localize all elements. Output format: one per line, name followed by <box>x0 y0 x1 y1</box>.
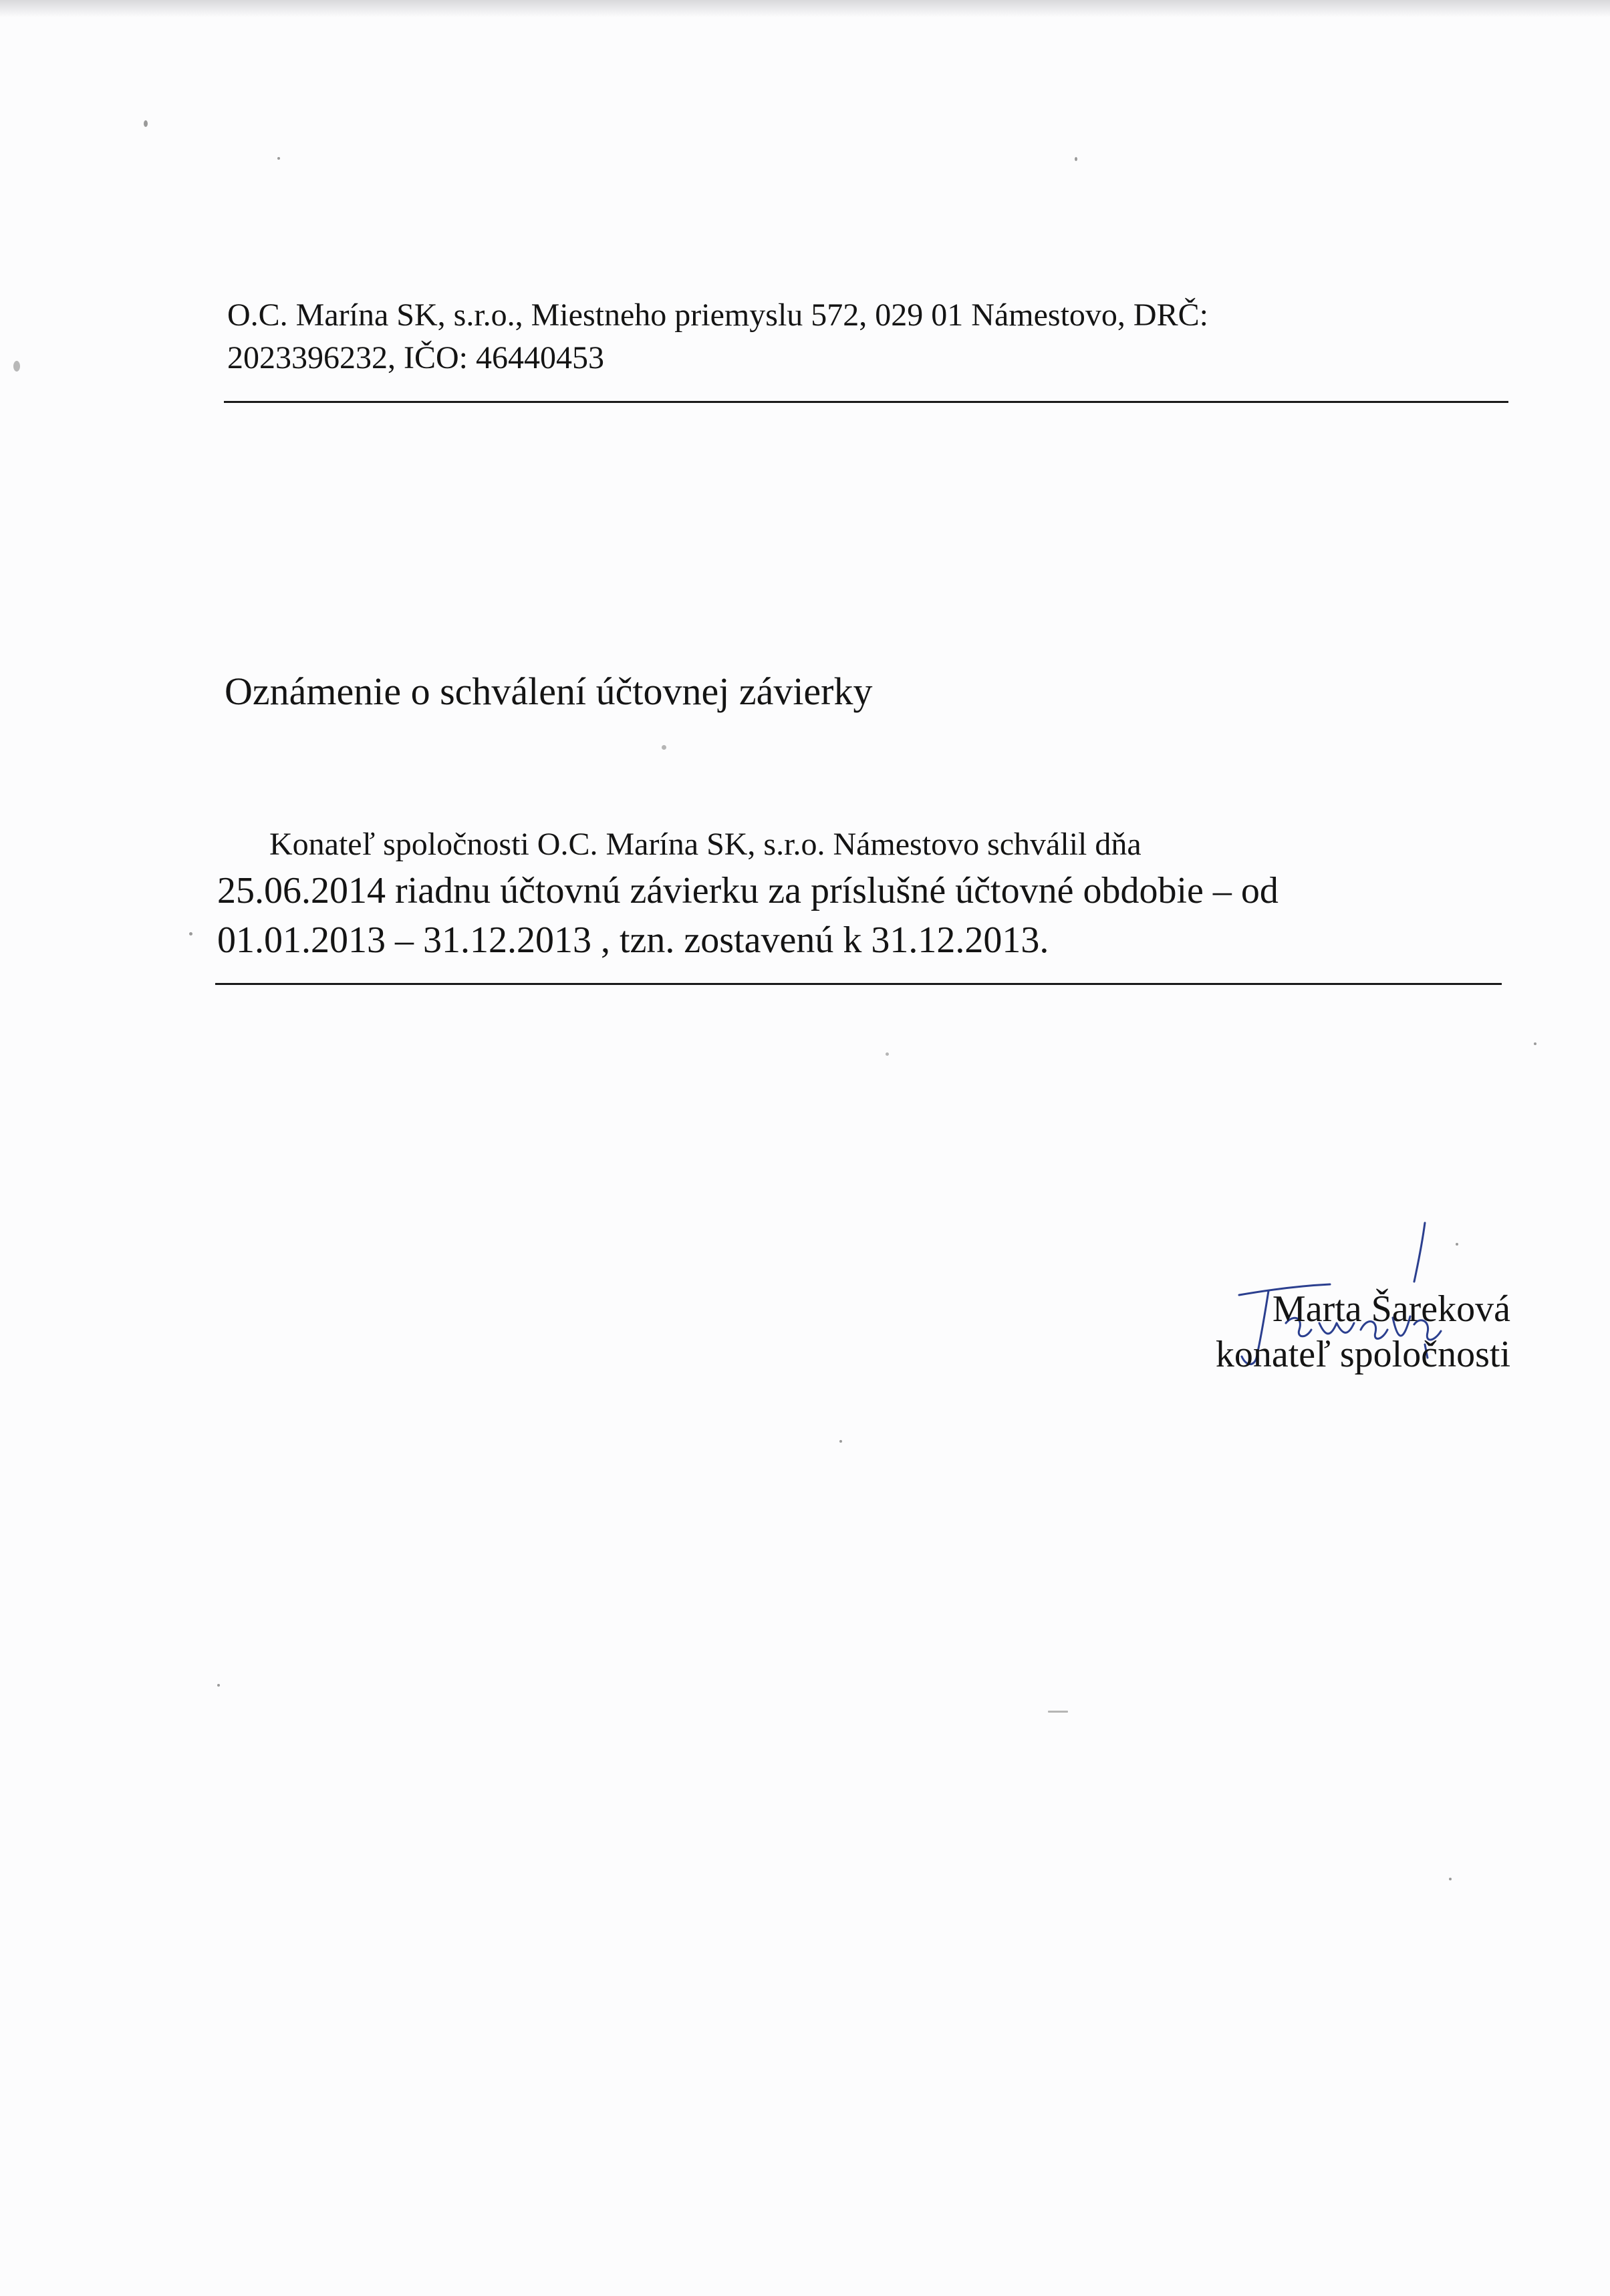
body-line-3: 01.01.2013 – 31.12.2013 , tzn. zostavenú k 31.12.2013. <box>217 919 1049 961</box>
company-header-line-1: O.C. Marína SK, s.r.o., Miestneho priemyslu 572, 029 01 Námestovo, DRČ: <box>227 297 1208 333</box>
signatory-role: konateľ spoločnosti <box>1215 1334 1510 1375</box>
body-line-1: Konateľ spoločnosti O.C. Marína SK, s.r.o. Námestovo schválil dňa <box>269 827 1142 862</box>
scan-speck <box>13 361 20 372</box>
document-title: Oznámenie o schválení účtovnej závierky <box>225 670 873 713</box>
scan-speck <box>217 1684 220 1687</box>
scan-speck <box>886 1052 889 1056</box>
scan-speck <box>1075 157 1077 161</box>
body-underline <box>215 983 1502 985</box>
company-header-line-2: 2023396232, IČO: 46440453 <box>227 340 604 376</box>
scan-speck <box>144 120 148 127</box>
scan-speck <box>662 745 666 750</box>
header-underline <box>224 401 1508 403</box>
body-line-2: 25.06.2014 riadnu účtovnú závierku za príslušné účtovné obdobie – od <box>217 870 1279 911</box>
scan-speck <box>277 157 280 160</box>
scan-speck <box>1048 1711 1068 1713</box>
signature-block <box>1083 1286 1510 1377</box>
scan-top-edge <box>0 0 1610 17</box>
scan-speck <box>189 932 192 936</box>
scan-speck <box>1534 1042 1536 1045</box>
scan-speck <box>1456 1243 1458 1246</box>
scan-speck <box>839 1440 842 1443</box>
body-paragraph <box>217 823 1507 965</box>
signatory-name: Marta Šareková <box>1272 1288 1510 1330</box>
company-header <box>227 294 1517 380</box>
scan-speck <box>1449 1878 1452 1880</box>
